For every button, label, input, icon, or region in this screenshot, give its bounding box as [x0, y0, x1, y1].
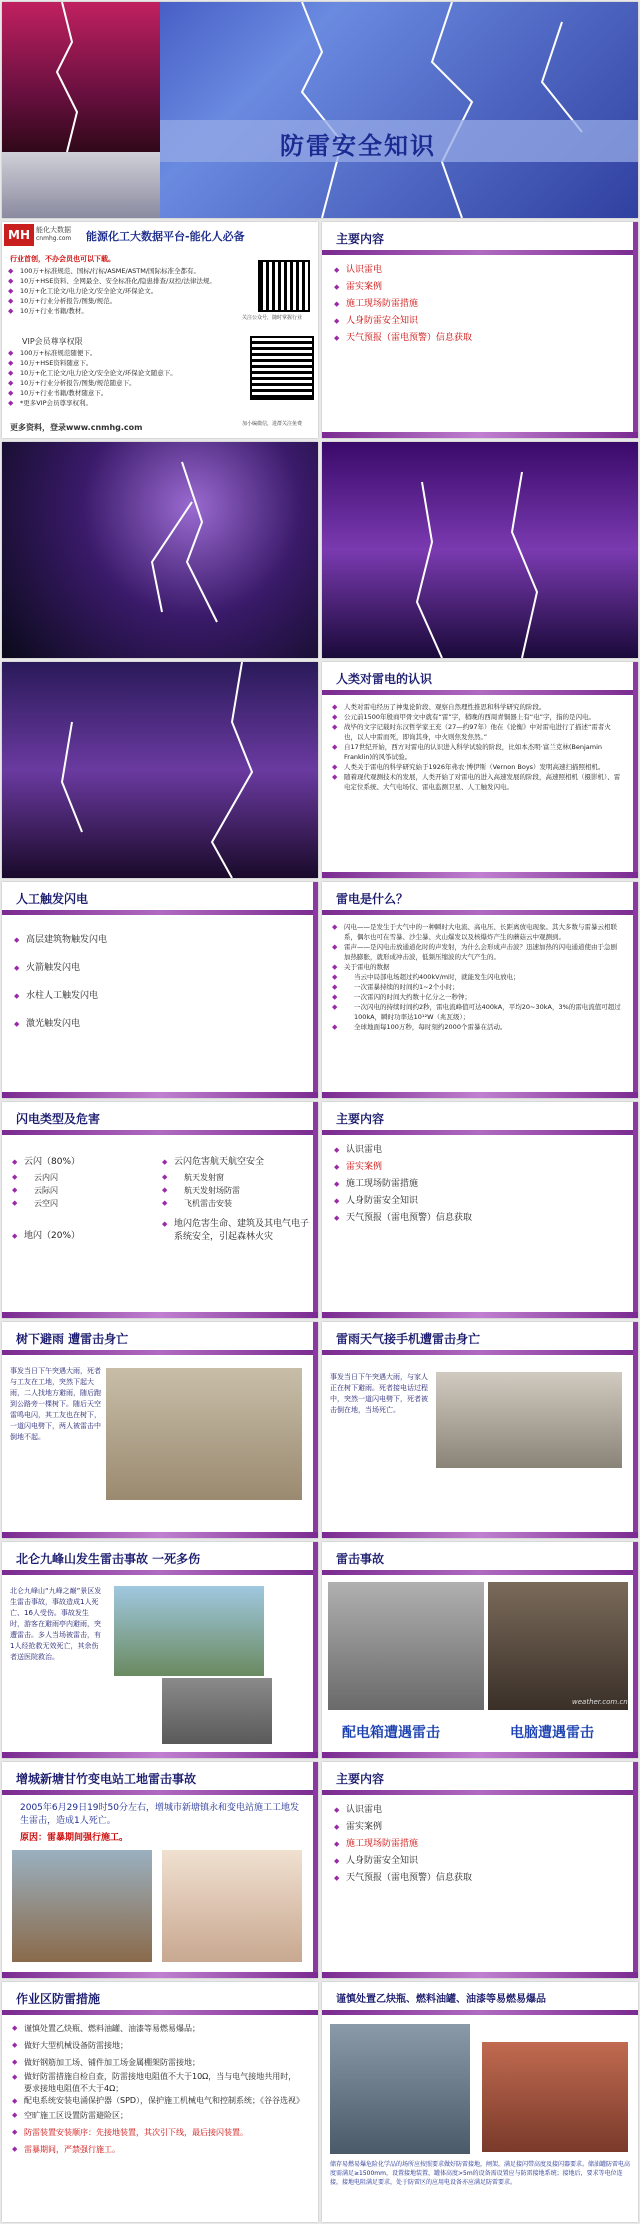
- case-photo: [436, 1372, 622, 1468]
- measure-item: ◆ 谨慎处置乙炔瓶、燃料油罐、油漆等易燃易爆品；: [12, 2020, 302, 2037]
- vip-item: ◆ 10万+HSE资料随意下。: [8, 358, 248, 368]
- vip-item: ◆ 100万+标准规范随便下。: [8, 348, 248, 358]
- case-text: 事发当日下午突遇大雨，与家人正在树下避雨。死者接电话过程中，突然一道闪电劈下，死者被击倒在地，当场死亡。: [330, 1373, 428, 1414]
- fact-item: ◆ 一次雷暴持续的时间约1~2个小时；: [332, 982, 622, 992]
- artificial-item: ◆ 火箭触发闪电: [14, 954, 107, 982]
- measure-item: ◆ 防雷装置安装顺序：先接地装置，其次引下线，最后接闪装置。: [12, 2124, 302, 2141]
- type-item: ◆ 云闪（80%）: [12, 1154, 152, 1171]
- fact-item: ◆ 一次雷闪的时间大约数十亿分之一秒钟；: [332, 992, 622, 1002]
- measure-item: ◆ 雷暴期间，严禁强行施工。: [12, 2141, 302, 2158]
- ad-headline: 能源化工大数据平台-能化人必备: [86, 230, 245, 243]
- brand-logo: MH: [4, 224, 34, 246]
- qr-caption-1: 关注公众号，随时掌握行业: [242, 315, 303, 321]
- slide-what-is-lightning: [322, 882, 638, 1098]
- watermark: weather.com.cn: [572, 1698, 628, 1706]
- knowledge-item: ◆ 人类关于雷电的科学研究始于1926年弗农·博伊斯（Vernon Boys）发明高速扫描照相机。: [332, 762, 622, 772]
- ad-item: ◆ 100万+标准规范、国标/行标/ASME/ASTM/国际标准全都有。: [8, 266, 248, 276]
- slide-worksite-measures: [2, 1982, 318, 2222]
- contents-item[interactable]: ◆ 人身防雷安全知识: [334, 313, 472, 330]
- measure-item: ◆ 配电系统安装电涌保护器（SPD），保护施工机械电气和控制系统；《谷谷选视》: [12, 2095, 302, 2107]
- slide-title: 谨慎处置乙炔瓶、燃料油罐、油漆等易燃易爆品: [336, 1994, 546, 2005]
- case-cause: 原因：雷暴期间强行施工。: [20, 1833, 129, 1843]
- slide-contents-2: [322, 1102, 638, 1318]
- ad-item: ◆ 10万+行业书籍/教材。: [8, 306, 248, 316]
- slide-lightning-photo: [2, 662, 318, 878]
- slide-lightning-types: [2, 1102, 318, 1318]
- measures-list: [12, 2020, 305, 2158]
- distribution-box-photo: [328, 1582, 484, 1710]
- slide-title: 主要内容: [336, 1112, 385, 1126]
- contents-item[interactable]: ◆ 雷实案例: [334, 1159, 472, 1176]
- knowledge-item: ◆ 人类对雷电经历了神鬼论阶段、观察自然理性推思和科学研究的阶段。: [332, 702, 622, 712]
- slide-ad: [2, 222, 318, 438]
- computer-photo: [488, 1582, 628, 1710]
- caption-distribution-box: 配电箱遭遇雷击: [342, 1725, 440, 1741]
- ad-item: ◆ 10万+行业分析报告/图集/规范。: [8, 296, 248, 306]
- qr-caption-2: 加小编微信，进群关注免费: [242, 421, 303, 427]
- type-item: ◆ 飞机雷击安装: [162, 1197, 312, 1210]
- knowledge-list: [332, 702, 622, 792]
- case-photo: [106, 1368, 302, 1500]
- qr-code-icon: [252, 338, 312, 398]
- fact-item: ◆ 关于雷电的数据: [332, 962, 622, 972]
- case-text: 事发当日下午突遇大雨，死者与工友在工地，突然下起大雨，二人找地方避雨，随后跑到公路旁一棵树下。随后天空雷鸣电闪，其工友也在树下，一道闪电劈下，两人被雷击中倒地不起。: [10, 1367, 101, 1441]
- fact-item: ◆ 雷声——是闪电击放通道化时的声发射，为什么会形成声击波？迅速加热的闪电通道使由于急剧加热膨胀，就形成冲击波，低频压缩波的大气产生的。: [332, 942, 622, 962]
- artificial-item: ◆ 激光触发闪电: [14, 1010, 107, 1038]
- lightning-bolt-icon: [2, 662, 318, 878]
- slide-case-jiufeng: [2, 1542, 318, 1758]
- lightning-facts-list: [332, 922, 622, 1032]
- vip-item: ◆ 10万+行业书籍/教材随意下。: [8, 388, 248, 398]
- lightning-bolts-icon: [2, 2, 638, 218]
- vip-item: ◆ 10万+行业分析报告/图集/规范随意下。: [8, 378, 248, 388]
- slide-title: 北仑九峰山发生雷击事故 一死多伤: [16, 1552, 201, 1566]
- fact-item: ◆ 一次闪电的持续时间约2秒，雷电流峰值可达400kA，平均20~30kA，3%的雷电流值可超过100kA，瞬时功率达10¹²W（兆瓦级）；: [332, 1002, 622, 1022]
- slide-title: 闪电类型及危害: [16, 1112, 101, 1126]
- contents-item[interactable]: ◆ 施工现场防雷措施: [334, 296, 472, 313]
- vip-item: ◆ *更多VIP会员尊享权利。: [8, 398, 248, 408]
- slide-title: 主要内容: [336, 232, 385, 246]
- flammables-text: 储存易燃易爆危险化学品的场所应按照要求做好防雷接地，闸架，满足接闪带高度及接闪器要求。储油罐防雷电高度需满足≥1500mm，设置接地装置，罐体高度>5m的设备需设置应与防雷接地系统；接地后，要求等电位连接，接地电阻满足要求，处于防雷区的应用电设备亦应满足防雷要求。: [330, 2161, 631, 2186]
- slide-lightning-photo: [322, 442, 638, 658]
- contents-item[interactable]: ◆ 认识雷电: [334, 1802, 472, 1819]
- ad-item: ◆ 10万+化工论文/电力论文/安全论文/环保论文。: [8, 286, 248, 296]
- case-photo: [114, 1586, 264, 1676]
- slide-title: 增城新塘甘竹变电站工地雷击事故: [16, 1772, 197, 1786]
- lightning-bolt-icon: [322, 442, 638, 658]
- type-item: ◆ 航天发射窗: [162, 1171, 312, 1184]
- type-item: ◆ 云际闪: [12, 1184, 152, 1197]
- slide-case-phone: [322, 1322, 638, 1538]
- slide-title: 人工触发闪电: [16, 892, 89, 906]
- types-right-list: [162, 1154, 312, 1244]
- fact-item: ◆ 全球地面每100万秒，每时刻约2000个雷暴在活动。: [332, 1022, 622, 1032]
- qr-code-icon: [260, 262, 308, 310]
- knowledge-item: ◆ 战毕的文字记载时东汉哲学家王充（27—约97年）他在《论衡》中对雷电进行了描述“雷者火也，以人中雷而死，即询其身，中火则焦发焦然。”: [332, 722, 622, 742]
- slide-lightning-photo: [2, 442, 318, 658]
- measure-item: ◆ 做好防雷措施自检自查，防雷接地电阻值不大于10Ω，当与电气接地共用时，要求接地电阻值不大于4Ω；: [12, 2071, 302, 2095]
- ad-sub: 行业首创，不办会员也可以下载。: [10, 255, 115, 263]
- fact-item: ◆ 闪电——是发生于大气中的一种瞬时大电流、高电压、长距离放电现象。其大多数与雷暴云相联系，偶尔也可在雪暴、沙尘暴、火山爆发以及核爆炸产生的蘑菇云中观测到。: [332, 922, 622, 942]
- type-item: ◆ 地闪危害生命、建筑及其电气电子系统安全，引起森林火灾: [162, 1218, 312, 1244]
- contents-list: [334, 262, 472, 347]
- contents-item[interactable]: ◆ 天气预报（雷电预警）信息获取: [334, 1870, 472, 1887]
- slide-human-knowledge: [322, 662, 638, 878]
- slide-title: 树下避雨 遭雷击身亡: [16, 1332, 129, 1346]
- measure-item: ◆ 做好钢筋加工场、铺件加工场金属棚架防雷接地；: [12, 2054, 302, 2071]
- measure-item: ◆ 做好大型机械设备防雷接地；: [12, 2037, 302, 2054]
- case-text: 2005年6月29日19时50分左右，增城市新塘镇永和变电站施工工地发生雷击，造成1人死亡。: [20, 1803, 299, 1826]
- contents-list: [334, 1142, 472, 1227]
- vip-list: [8, 348, 248, 408]
- contents-item[interactable]: ◆ 雷实案例: [334, 279, 472, 296]
- artificial-list: [14, 926, 107, 1038]
- fuel-tank-photo: [482, 2042, 628, 2152]
- contents-item[interactable]: ◆ 天气预报（雷电预警）信息获取: [334, 1210, 472, 1227]
- ad-list: [8, 266, 248, 316]
- slide-case-equipment: [322, 1542, 638, 1758]
- case-photo: [12, 1850, 152, 1962]
- slide-artificial-lightning: [2, 882, 318, 1098]
- types-left-list: [12, 1154, 152, 1245]
- slide-title: 人类对雷电的认识: [336, 672, 433, 686]
- knowledge-item: ◆ 公元前1500年殷商甲骨文中就有“雷”字，稍晚的西周青铜器上有“电”字，指的是闪电。: [332, 712, 622, 722]
- contents-item[interactable]: ◆ 人身防雷安全知识: [334, 1193, 472, 1210]
- knowledge-item: ◆ 自17世纪开始，西方对雷电的认识进入科学试验的阶段，比如本杰明·富兰克林(Benjamin Franklin)的风筝试验。: [332, 742, 622, 762]
- ad-more-link[interactable]: 更多资料，登录www.cnmhg.com: [10, 423, 143, 432]
- page-title: 防雷安全知识: [280, 132, 436, 160]
- contents-item[interactable]: ◆ 认识雷电: [334, 1142, 472, 1159]
- slide-case-tree: [2, 1322, 318, 1538]
- vip-title: VIP会员尊享权限: [22, 337, 83, 346]
- slide-contents-1: [322, 222, 638, 438]
- slide-title: [2, 2, 638, 218]
- artificial-item: ◆ 高层建筑物触发闪电: [14, 926, 107, 954]
- case-text: 北仑九峰山“九峰之巅”景区发生雷击事故，事故造成1人死亡、16人受伤。事故发生时，游客在避雨亭内避雨，突遭雷击。多人当场被雷击，有1人经抢救无效死亡，其余伤者送医院救治。: [10, 1587, 102, 1661]
- contents-item[interactable]: ◆ 雷实案例: [334, 1819, 472, 1836]
- type-item: ◆ 航天发射场防雷: [162, 1184, 312, 1197]
- vip-item: ◆ 10万+化工论文/电力论文/安全论文/环保论文随意下。: [8, 368, 248, 378]
- contents-item[interactable]: ◆ 天气预报（雷电预警）信息获取: [334, 330, 472, 347]
- type-item: ◆ 地闪（20%）: [12, 1228, 152, 1245]
- contents-list: [334, 1802, 472, 1887]
- slide-title: 雷电是什么？: [336, 892, 409, 906]
- caption-computer: 电脑遭遇雷击: [510, 1725, 594, 1741]
- gas-cylinders-photo: [330, 2024, 470, 2154]
- contents-item[interactable]: ◆ 人身防雷安全知识: [334, 1853, 472, 1870]
- type-item: ◆ 云内闪: [12, 1171, 152, 1184]
- slide-case-zengcheng: [2, 1762, 318, 1978]
- fact-item: ◆ 当云中局部电场超过约400kV/m时，就能发生闪电放电；: [332, 972, 622, 982]
- slide-title: 雷击事故: [336, 1552, 385, 1566]
- contents-item[interactable]: ◆ 认识雷电: [334, 262, 472, 279]
- contents-item[interactable]: ◆ 施工现场防雷措施: [334, 1176, 472, 1193]
- slide-title: 主要内容: [336, 1772, 385, 1786]
- case-photo: [162, 1678, 272, 1744]
- slide-flammables: [322, 1982, 638, 2222]
- knowledge-item: ◆ 随着现代观测技术的发展，人类开始了对雷电的进入高速发展的阶段，高速照相机（摄影机）、雷电定位系统、大气电场仪、雷电监测卫星、人工触发闪电。: [332, 772, 622, 792]
- ad-item: ◆ 10万+HSE资料、全网最全、安全标准化/隐患排查/双控/法律法规。: [8, 276, 248, 286]
- case-photo: [162, 1850, 302, 1962]
- type-item: ◆ 云闪危害航天航空安全: [162, 1154, 312, 1171]
- brand-name: 能化大数据: [36, 226, 71, 234]
- slide-contents-3: [322, 1762, 638, 1978]
- type-item: ◆ 云空闪: [12, 1197, 152, 1210]
- lightning-bolt-icon: [2, 442, 318, 658]
- artificial-item: ◆ 水柱人工触发闪电: [14, 982, 107, 1010]
- slide-title: 雷雨天气接手机遭雷击身亡: [336, 1332, 481, 1346]
- brand-url: cnmhg.com: [36, 235, 72, 242]
- measure-item: ◆ 空旷施工区设置防雷避险区；: [12, 2107, 302, 2124]
- contents-item[interactable]: ◆ 施工现场防雷措施: [334, 1836, 472, 1853]
- slide-title: 作业区防雷措施: [16, 1992, 101, 2006]
